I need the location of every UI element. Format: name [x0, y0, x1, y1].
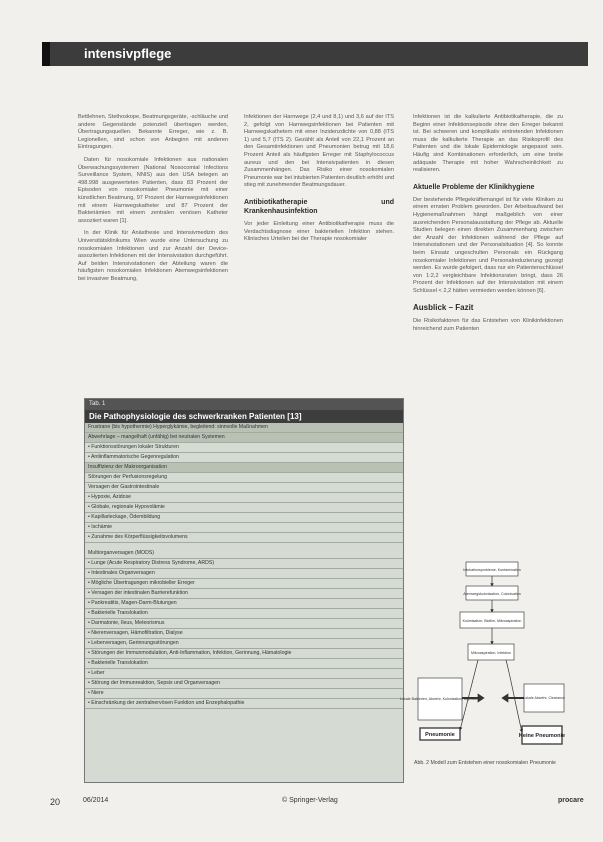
diagram-right-label: Lokale Abwehr, Clearance [523, 696, 565, 700]
publisher: © Springer-Verlag [282, 797, 338, 804]
paragraph: Infektionen der Harnwege (2,4 und 8,1) und 3,6 auf der ITS 2, gefolgt von Harnwegsinfektionen bei Patienten mit Harnwegskathetern mit einer Inzidenzdichte von 0,88 (ITS 1) und 5,7 (ITS 2). Gezählt als Anteil von 22,1 Prozent an den Gesamtinfektionen und Pneumonien betrug mit 18,6 Prozent Anteil als häufigsten Erreger mit Staphylococcus aureus und den bei Intensivpatienten in diesen Zusammenhängen. Das Risiko einer nosokomialen Pneumonie war bei intubierten Patienten deutlich erhöht und stieg mit zunehmender Beatmungsdauer. [244, 114, 394, 189]
paragraph: Die Risikofaktoren für das Entstehen von Klinikinfektionen hinreichend zum Patienten [413, 318, 563, 333]
section-heading: Ausblick – Fazit [413, 303, 474, 313]
table-row: • Globale, regionale Hypovolämie [85, 503, 403, 513]
figure-caption: Abb. 2 Modell zum Entstehen einer nosokomialen Pneumonie [414, 760, 556, 766]
paragraph: Bettlehnen, Stethoskope, Beatmungsgeräte, -schläuche und andere Gegenstände potenziell übertragen werden, Übertragungsquellen. Bekannte Erreger, wie z. B. Legionellen, sind schon von Anbeginn mit anderen Eintragungen. [78, 114, 228, 151]
table-row: • Darmatonie, Ileus, Meteorismus [85, 619, 403, 629]
paragraph: In der Klinik für Anästhesie und Intensivmedizin des Universitätsklinikums Wien wurde eine Untersuchung zu nosokomialen Infektionen und zur Anzahl der Device-assoziierten Infektionen mit der Intensivstation durchgeführt. Auf beiden Intensivstationen der Abteilung waren die häufigsten nosokomialen Infektionen Atemwegsinfektionen bei invasiver Beatmung, [78, 230, 228, 282]
diagram-n4-label: Mikroaspiration, Infektion [471, 651, 511, 655]
table-row: • Nierenversagen, Hämofiltration, Dialyse [85, 629, 403, 639]
diagram-left-label: Lokale Bakterien, Abwehr, Kolonisation, Aspiration [400, 697, 480, 701]
table-row: • Leber [85, 669, 403, 679]
table-row: • Störung der Immunreaktion, Sepsis und Organversagen [85, 679, 403, 689]
paragraph: Infektionen ist die kalkulierte Antibiotikatherapie, die zu Beginn einer Infektionsepisode ohne den Erreger bekannt ist. Bei schweren und komplikativ eintretenden Infektionen muss die kalkulierte Therapie an das Risikoprofil des Patienten und die lokale Epidemiologie angepasst sein. Häufig sind Kombinationen erforderlich, um eine breite adäquate Therapie mit hoher Wahrscheinlichkeit zu realisieren. [413, 114, 563, 174]
table-row: • Funktionsstörungen lokaler Strukturen [85, 443, 403, 453]
diagram-n2-label: Atemwegskolonisation, Colonisation [463, 592, 521, 596]
paragraph: Vor jeder Einleitung einer Antibiotikatherapie muss die Verdachtsdiagnose einer bakteriellen Infektion stehen. Klinisches Urteilen bei der Therapie nosokomialer [244, 220, 394, 243]
table-row: • Mögliche Übertragungen mikrobieller Erreger [85, 579, 403, 589]
paragraph: Daten für nosokomiale Infektionen aus nationalen Überwachungssystemen (National Nosocomial Infections Surveillance System, NNIS) aus den USA belegen an 498.998 ausgewerteten Patienten, dass 83 Prozent der Episoden von nosokomialer Pneumonie mit einer künstlichen Beatmung, 97 Prozent der Harnwegsinfektionen mit einem Harnwegskatheter und 87 Prozent der Bakteriämien mit einem zentralen venösen Katheter assoziiert waren [1]. [78, 156, 228, 224]
issue-date: 06/2014 [83, 797, 109, 804]
table-row: • Hypoxie, Azidose [85, 493, 403, 503]
text-column-3 [413, 114, 563, 339]
table-row: • Intestinales Organversagen [85, 569, 403, 579]
text-column-2 [244, 114, 394, 249]
table-rows [85, 423, 403, 709]
table-row: • Ischämie [85, 523, 403, 533]
table-row: • Zunahme des Körperflüssigkeitsvolumens [85, 533, 403, 543]
table-row: • Niere [85, 689, 403, 699]
table-row: Abwehrlage – mangelhaft (unfähig) bei neutralen Systemen [85, 433, 403, 443]
table-title: Die Pathophysiologie des schwerkranken Patienten [13] [85, 410, 403, 423]
page-number: 20 [50, 797, 61, 807]
table-row: • Versagen der intestinalen Barrierefunktion [85, 589, 403, 599]
table-row: • Störungen der Immunmodulation, Anti-Inflammation, Infektion, Gerinnung, Hämatologie [85, 649, 403, 659]
info-table-box [84, 398, 404, 783]
table-row: • Einschränkung der zentralnervösen Funktion und Enzephalopathie [85, 699, 403, 709]
pneumonia-diagram [400, 548, 566, 758]
diagram-top-label: Intubationsprobleme, Kontamination [463, 568, 521, 572]
table-row: Versagen der Gastrointestinale [85, 483, 403, 493]
table-label: Tab. 1 [85, 399, 403, 410]
table-row: Störungen der Perfusionsregelung [85, 473, 403, 483]
table-row: • Pankreatitis, Magen-Darm-Blutungen [85, 599, 403, 609]
journal-brand: procare [558, 797, 584, 804]
table-row: Insuffizienz der Makroorganisation [85, 463, 403, 473]
table-row: • Kapillarleckage, Ödembildung [85, 513, 403, 523]
table-row: • Bakterielle Translokation [85, 609, 403, 619]
header-tab [42, 42, 50, 66]
table-row: • Bakterielle Translokation [85, 659, 403, 669]
section-header-bar [42, 42, 588, 66]
diagram-pneumonie-label: Pneumonie [425, 732, 455, 738]
table-row: • Antiinflammatorische Gegenregulation [85, 453, 403, 463]
table-row: Multiorganversagen (MODS) [85, 549, 403, 559]
diagram-n3-label: Kolonisation, Biofilm, Mikroaspiration [462, 619, 522, 623]
section-title: intensivpflege [84, 46, 172, 61]
section-heading: Aktuelle Probleme der Klinikhygiene [413, 183, 535, 191]
paragraph: Der bestehende Pflegekräftemangel ist für viele Kliniken zu einem ernsten Problem geworden. Der Arbeitsaufwand bei Hygienemaßnahmen hängt maßgeblich von einer ausreichenden Personalausstattung der Pflege ab. Aktuelle Studien belegen einen direkten Zusammenhang zwischen der Anzahl der Infektionen während der Pflege auf Intensivstationen und der Personalsituation [4]. So konnte beim Einsatz ungeschulten Personals ein Rückgang nosokomialer Infektionen und Personalreduzierung gezeigt werden. Es wurde gefolgert, dass nur ein Patientenschlüssel von 1:2,2 vergleichbare Infektionsraten bringt, dass 26 Prozent der Infektionen auf der Intensivstation mit einem Schlüssel < 2,2 hätten vermieden werden können [6]. [413, 196, 563, 294]
diagram-keine-label: Keine Pneumonie [518, 733, 566, 739]
text-column-1 [78, 114, 228, 288]
table-row: Frustrane (bis hypothermie) Hyperglykämie, begleitend: sinnvolle Maßnahmen [85, 423, 403, 433]
table-row: • Lunge (Acute Respiratory Distress Syndrome, ARDS) [85, 559, 403, 569]
section-heading: Antibiotikatherapie und Krankenhausinfektion [244, 198, 394, 215]
table-row: • Leberversagen, Gerinnungsstörungen [85, 639, 403, 649]
